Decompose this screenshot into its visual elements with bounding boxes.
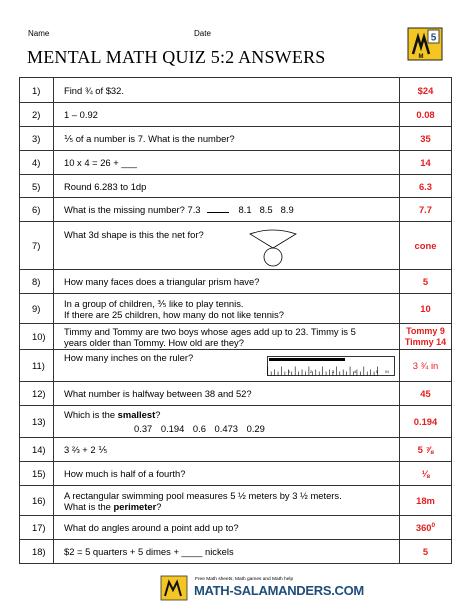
footer-brand: [160, 573, 364, 603]
question-row-6: [20, 198, 452, 222]
ruler-diagram: [267, 356, 395, 376]
question-row-16: [20, 486, 452, 516]
number-options: 0.37 0.194 0.6 0.473 0.29: [134, 423, 265, 434]
question-row-8: [20, 270, 452, 294]
question-text-bold: smallest: [117, 409, 156, 420]
degree-mark: 0: [431, 521, 436, 529]
page-title: MENTAL MATH QUIZ 5:2 ANSWERS: [27, 47, 326, 67]
answer: 10: [400, 294, 452, 324]
answer: 35: [400, 127, 452, 151]
question-number: 5): [20, 175, 54, 198]
question-line-2: If there are 25 children, how many do not like tennis?: [64, 308, 284, 320]
question-text-a: What is the missing number? 7.3: [64, 204, 201, 215]
question-text: What 3d shape is this the net for?: [64, 228, 204, 240]
answer: cone: [400, 222, 452, 270]
date-label: Date: [194, 29, 211, 38]
question-row-2: [20, 103, 452, 127]
question-row-13: [20, 406, 452, 438]
question-text: [54, 198, 400, 222]
question-number: 8): [20, 270, 54, 294]
question-number: 14): [20, 438, 54, 462]
question-number: 7): [20, 222, 54, 270]
ruler-label: 1: [287, 368, 291, 374]
answer: 5: [400, 540, 452, 564]
question-text: $2 = 5 quarters + 5 dimes + ____ nickels: [54, 540, 400, 564]
answer: $24: [400, 78, 452, 103]
ruler-label: 2: [309, 368, 313, 374]
question-row-12: [20, 382, 452, 406]
question-number: 2): [20, 103, 54, 127]
salamander-logo-icon: [160, 574, 190, 602]
answer-line-1: Tommy 9: [406, 325, 445, 336]
answer: 3 ¾ in: [400, 350, 452, 382]
question-row-7: [20, 222, 452, 270]
name-label: Name: [28, 29, 50, 38]
answer: 14: [400, 151, 452, 175]
question-number: 10): [20, 324, 54, 350]
answer: 7.7: [400, 198, 452, 222]
question-text-post: ?: [155, 409, 161, 420]
question-line-2-bold: perimeter: [113, 500, 157, 512]
logo-digit: 5: [430, 32, 437, 44]
question-row-4: [20, 151, 452, 175]
question-line-1: In a group of children, ⅗ like to play tennis.: [64, 297, 244, 309]
question-text: How many faces does a triangular prism have?: [54, 270, 400, 294]
cone-net-diagram: [240, 228, 306, 268]
question-number: 9): [20, 294, 54, 324]
question-row-10: [20, 324, 452, 350]
question-text: How much is half of a fourth?: [54, 462, 400, 486]
quiz-table: [19, 77, 452, 564]
ruler-label: 3: [331, 368, 335, 374]
answer: 0.194: [400, 406, 452, 438]
question-line-2-pre: What is the: [64, 500, 114, 512]
question-row-9: [20, 294, 452, 324]
answer: 0.08: [400, 103, 452, 127]
math-salamanders-logo: [407, 27, 443, 61]
logo-letter: M: [418, 54, 424, 60]
ruler-label: 5: [375, 368, 379, 374]
question-row-15: [20, 462, 452, 486]
question-row-1: [20, 78, 452, 103]
question-text: What number is halfway between 38 and 52?: [54, 382, 400, 406]
answer: 5 ⅞: [400, 438, 452, 462]
question-row-5: [20, 175, 452, 198]
question-row-17: [20, 516, 452, 540]
sequence-value: 8.9: [280, 204, 294, 215]
answer: 6.3: [400, 175, 452, 198]
question-row-11: [20, 350, 452, 382]
question-number: 3): [20, 127, 54, 151]
question-number: 4): [20, 151, 54, 175]
question-text: 10 x 4 = 26 + ___: [54, 151, 400, 175]
answer-blank: [207, 205, 229, 213]
answer: ⅛: [400, 462, 452, 486]
answer: 18m: [400, 486, 452, 516]
question-number: 16): [20, 486, 54, 516]
question-number: 13): [20, 406, 54, 438]
question-number: 17): [20, 516, 54, 540]
question-number: 1): [20, 78, 54, 103]
answer: 360: [415, 522, 432, 533]
question-text-pre: Which is the: [64, 409, 118, 420]
question-row-3: [20, 127, 452, 151]
question-line-2: years older than Tommy. How old are they?: [64, 336, 244, 348]
question-number: 11): [20, 350, 54, 382]
question-text: Find ¾ of $32.: [54, 78, 400, 103]
answer: 5: [400, 270, 452, 294]
question-number: 12): [20, 382, 54, 406]
question-number: 18): [20, 540, 54, 564]
ruler-label: 4: [353, 368, 357, 374]
question-number: 6): [20, 198, 54, 222]
question-text: 1 – 0.92: [54, 103, 400, 127]
question-text: ⅕ of a number is 7. What is the number?: [54, 127, 400, 151]
question-line-1: A rectangular swimming pool measures 5 ½ meters by 3 ½ meters.: [64, 489, 342, 501]
question-line-2-post: ?: [156, 500, 162, 512]
question-text: What do angles around a point add up to?: [54, 516, 400, 540]
answer: 45: [400, 382, 452, 406]
question-text: How many inches on the ruler?: [64, 351, 194, 363]
footer-site-name: MATH-SALAMANDERS.COM: [194, 583, 364, 598]
question-line-1: Timmy and Tommy are two boys whose ages add up to 23. Timmy is 5: [64, 325, 356, 337]
question-text: Round 6.283 to 1dp: [54, 175, 400, 198]
question-row-14: [20, 438, 452, 462]
question-row-18: [20, 540, 452, 564]
answer-line-2: Timmy 14: [404, 336, 447, 347]
question-number: 15): [20, 462, 54, 486]
ruler-unit: IN: [385, 369, 389, 374]
sequence-value: 8.5: [259, 204, 273, 215]
question-text: 3 ⅔ + 2 ⅕: [54, 438, 400, 462]
sequence-value: 8.1: [238, 204, 252, 215]
footer-tagline: Free Math sheets, Math games and Math help: [195, 577, 294, 582]
